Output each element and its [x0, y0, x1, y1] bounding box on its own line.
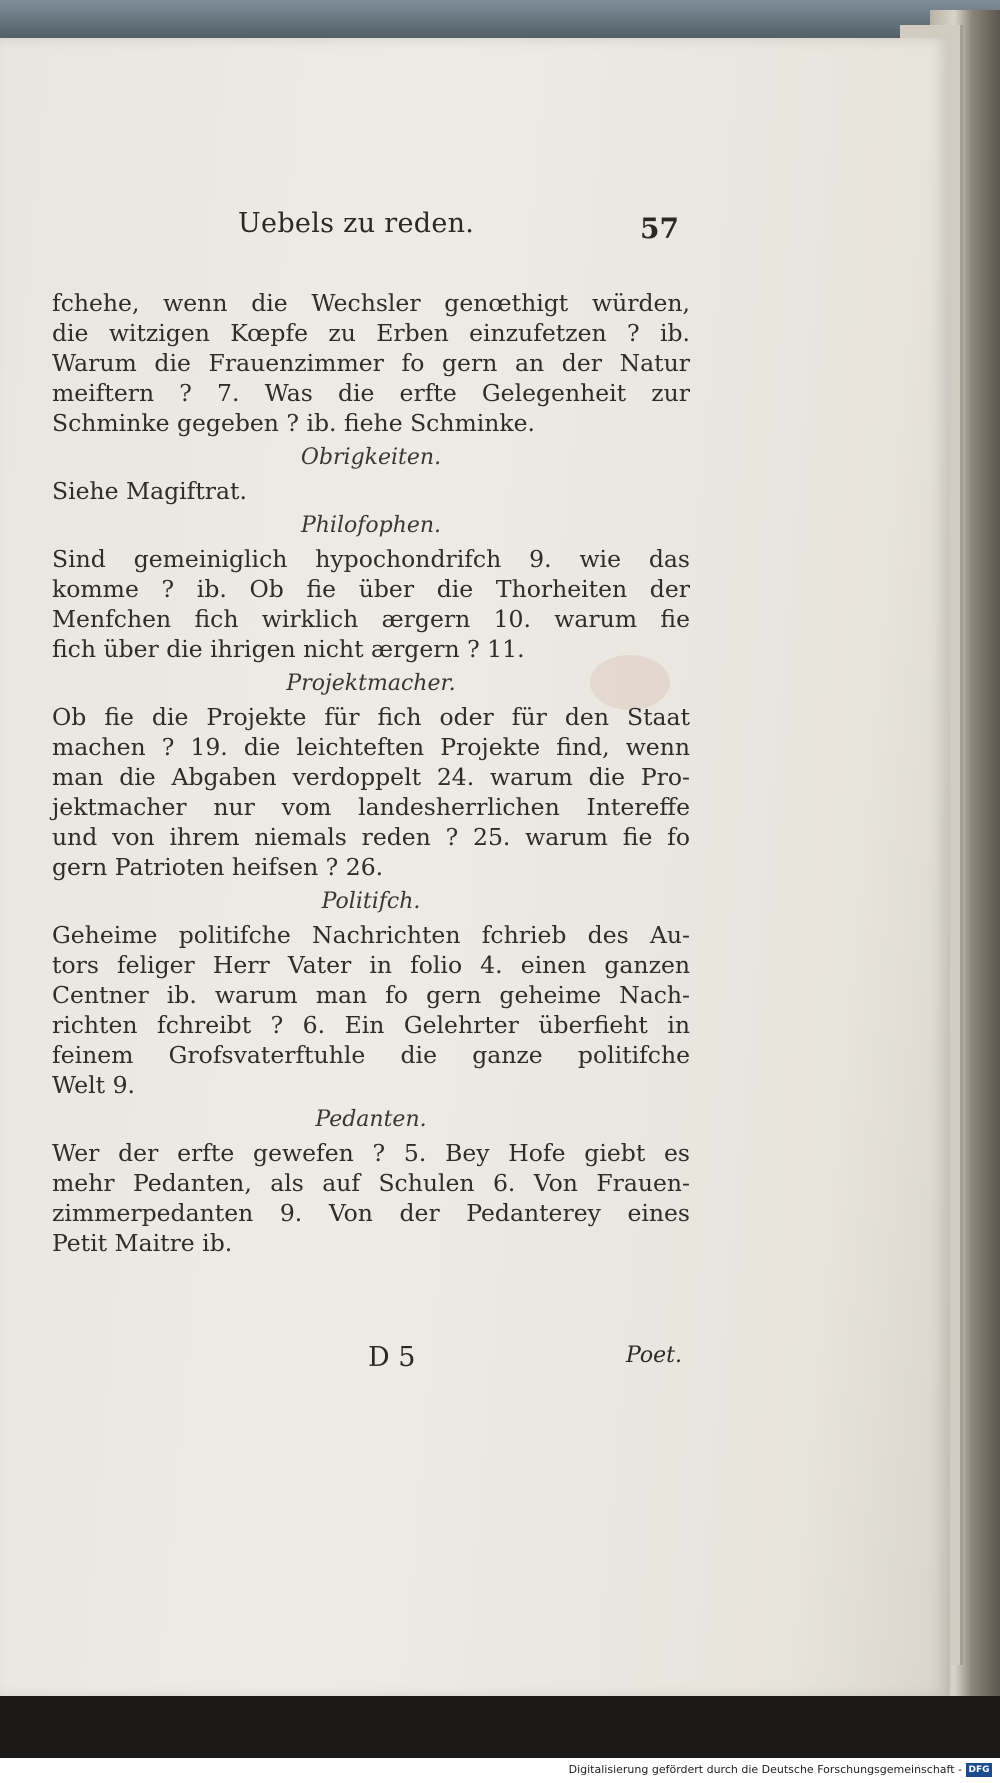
- signature-mark: D 5: [368, 1342, 416, 1373]
- text-line: fich über die ihrigen nicht ærgern ? 11.: [52, 635, 525, 663]
- text-line: komme ? ib. Ob fie über die Thorheiten der: [52, 575, 690, 603]
- section-heading: Projektmacher.: [286, 671, 456, 696]
- section-heading: Philofophen.: [300, 513, 442, 538]
- section-heading: Pedanten.: [315, 1107, 427, 1132]
- index-text: [52, 288, 690, 1258]
- book-top-edge: [0, 0, 1000, 42]
- text-line: richten fchreibt ? 6. Ein Gelehrter überfieht in: [52, 1011, 690, 1039]
- text-line: meiftern ? 7. Was die erfte Gelegenheit zur: [52, 379, 690, 407]
- text-line: gern Patrioten heifsen ? 26.: [52, 853, 384, 881]
- text-line: Schminke gegeben ? ib. fiehe Schminke.: [52, 409, 536, 437]
- running-head: Uebels zu reden.: [238, 208, 475, 239]
- text-line: Siehe Magiftrat.: [52, 477, 247, 505]
- catchword: Poet.: [626, 1343, 683, 1368]
- digitization-footer: [0, 1758, 1000, 1783]
- footer-credit: Digitalisierung gefördert durch die Deutsche Forschungsgemeinschaft -: [568, 1763, 962, 1776]
- text-line: Wer der erfte gewefen ? 5. Bey Hofe giebt es: [52, 1139, 690, 1167]
- text-line: Welt 9.: [52, 1071, 135, 1099]
- text-line: die witzigen Kœpfe zu Erben einzufetzen ? ib.: [52, 319, 690, 347]
- text-line: Ob fie die Projekte für fich oder für den Staat: [52, 703, 690, 731]
- text-line: jektmacher nur vom landesherrlichen Intereffe: [52, 793, 690, 821]
- section-heading: Obrigkeiten.: [300, 445, 442, 470]
- text-line: fchehe, wenn die Wechsler genœthigt würden,: [52, 289, 690, 317]
- text-line: machen ? 19. die leichteften Projekte find, wenn: [52, 733, 690, 761]
- text-line: Centner ib. warum man fo gern geheime Nach-: [52, 981, 690, 1009]
- text-line: Petit Maitre ib.: [52, 1229, 233, 1257]
- text-line: Menfchen fich wirklich ærgern 10. warum fie: [52, 605, 690, 633]
- text-line: mehr Pedanten, als auf Schulen 6. Von Frauen-: [52, 1169, 690, 1197]
- text-line: man die Abgaben verdoppelt 24. warum die Pro-: [52, 763, 690, 791]
- scan-bottom-border: [0, 1696, 1000, 1758]
- dfg-logo: DFG: [966, 1763, 992, 1777]
- page-number: 57: [640, 212, 679, 245]
- text-line: zimmerpedanten 9. Von der Pedanterey eines: [52, 1199, 690, 1227]
- text-line: Geheime politifche Nachrichten fchrieb des Au-: [52, 921, 690, 949]
- text-line: und von ihrem niemals reden ? 25. warum fie fo: [52, 823, 690, 851]
- text-line: tors feliger Herr Vater in folio 4. einen ganzen: [52, 951, 690, 979]
- text-line: Warum die Frauenzimmer fo gern an der Natur: [52, 349, 690, 377]
- text-line: feinem Grofsvaterftuhle die ganze politifche: [52, 1041, 690, 1069]
- section-heading: Politifch.: [321, 889, 421, 914]
- text-line: Sind gemeiniglich hypochondrifch 9. wie das: [52, 545, 690, 573]
